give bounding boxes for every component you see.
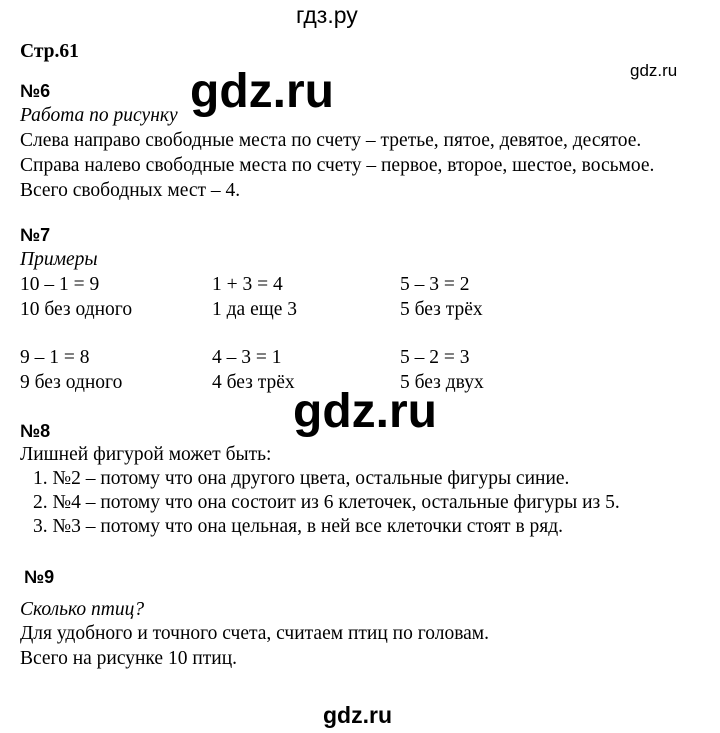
page-title: Стр.61 [20, 41, 79, 62]
task7-cell: 10 – 1 = 9 [20, 274, 100, 295]
watermark-big-2: gdz.ru [293, 385, 437, 438]
task6-number: №6 [20, 81, 51, 101]
task7-cell: 10 без одного [20, 299, 133, 320]
task7-cell: 5 без трёх [400, 299, 483, 320]
task8-intro: Лишней фигурой может быть: [20, 444, 272, 465]
task7-number: №7 [20, 225, 51, 245]
task9-line-1: Для удобного и точного счета, считаем птиц по головам. [20, 623, 490, 644]
task7-cell: 1 да еще 3 [212, 299, 298, 320]
task8-number: №8 [20, 421, 51, 441]
task7-cell: 4 без трёх [212, 372, 295, 393]
task6-line-2: Справа налево свободные места по счету – первое, второе, шестое, восьмое. [20, 155, 655, 176]
task7-cell: 5 – 2 = 3 [400, 347, 470, 368]
watermark-big-1: gdz.ru [190, 65, 334, 118]
task6-line-3: Всего свободных мест – 4. [20, 180, 241, 201]
task6-line-1: Слева направо свободные места по счету – третье, пятое, девятое, десятое. [20, 130, 642, 151]
task9-number: №9 [24, 567, 55, 587]
task7-cell: 1 + 3 = 4 [212, 274, 283, 295]
watermark-bottom: gdz.ru [323, 702, 392, 728]
watermark-top: гдз.ру [296, 2, 358, 28]
task8-item-3: 3. №3 – потому что она цельная, в ней все клеточки стоят в ряд. [33, 516, 564, 537]
task7-cell: 5 без двух [400, 372, 484, 393]
task9-line-2: Всего на рисунке 10 птиц. [20, 648, 238, 669]
task8-item-2: 2. №4 – потому что она состоит из 6 клеточек, остальные фигуры из 5. [33, 492, 620, 513]
task7-cell: 4 – 3 = 1 [212, 347, 282, 368]
task7-cell: 9 без одного [20, 372, 123, 393]
task6-subtitle: Работа по рисунку [20, 105, 178, 126]
task7-cell: 5 – 3 = 2 [400, 274, 470, 295]
task9-subtitle: Сколько птиц? [20, 599, 145, 620]
task8-item-1: 1. №2 – потому что она другого цвета, остальные фигуры синие. [33, 468, 570, 489]
task7-cell: 9 – 1 = 8 [20, 347, 90, 368]
watermark-corner: gdz.ru [630, 61, 678, 80]
task7-subtitle: Примеры [20, 249, 98, 270]
